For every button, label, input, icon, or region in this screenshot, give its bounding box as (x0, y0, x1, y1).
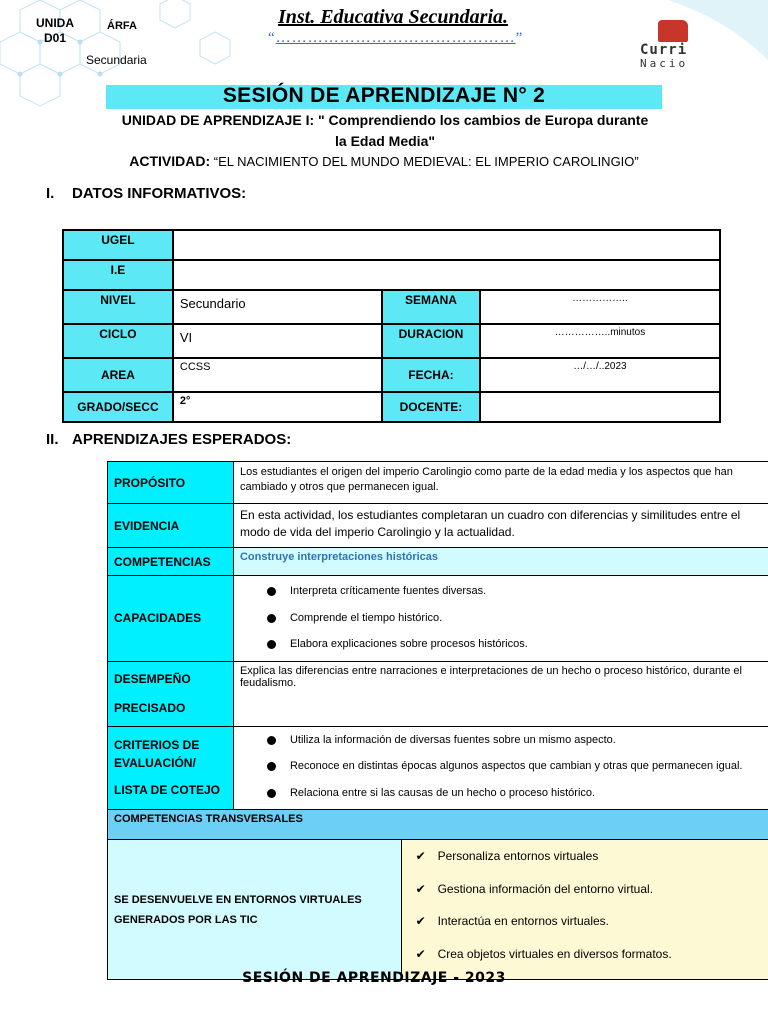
evidencia-label: EVIDENCIA (108, 504, 234, 548)
institution-name: Inst. Educativa Secundaria. (277, 6, 509, 28)
table-row (108, 726, 768, 810)
ciclo-label: CICLO (63, 324, 173, 358)
unit-label: UNIDA D01 (36, 16, 74, 45)
aprendizajes-table (107, 461, 768, 980)
area-label-cell: AREA (63, 358, 173, 392)
desempeno-label: DESEMPEÑO PRECISADO (108, 661, 234, 726)
capacidades-list-cell (233, 576, 768, 662)
table-row (63, 230, 720, 260)
table-row (108, 576, 768, 662)
ciclo-value: VI (173, 324, 382, 358)
duracion-label: DURACION (382, 324, 480, 358)
capacidades-label: CAPACIDADES (108, 576, 234, 662)
fecha-label: FECHA: (382, 358, 480, 392)
transversales-heading: COMPETENCIAS TRANSVERSALES (108, 810, 768, 840)
table-row (108, 462, 768, 504)
activity-title: ACTIVIDAD: “EL NACIMIENTO DEL MUNDO MEDIEVAL: EL IMPERIO CAROLINGIO” (129, 153, 639, 169)
area-value: CCSS (173, 358, 382, 392)
ie-label: I.E (63, 260, 173, 290)
proposito-label: PROPÓSITO (108, 462, 234, 504)
fecha-value: …/…/..2023 (480, 358, 720, 392)
table-row (63, 260, 720, 290)
datos-informativos-table (62, 229, 721, 423)
list-item: Relaciona entre si las causas de un hecho o proceso histórico. (290, 780, 768, 807)
proposito-text: Los estudiantes el origen del imperio Carolingio como parte de la edad media y los aspectos que han cambiado y otros que permanecen igual. (233, 462, 768, 504)
area-label: ÁRFA (107, 20, 137, 32)
list-item: Interpreta críticamente fuentes diversas. (290, 578, 768, 605)
transversal-capacidades-cell (401, 840, 768, 980)
nivel-value: Secundario (173, 290, 382, 324)
criterios-label: CRITERIOS DE EVALUACIÓN/ LISTA DE COTEJO (108, 726, 234, 810)
table-row (108, 504, 768, 548)
grado-value: 2° (173, 392, 382, 422)
criterios-list-cell (233, 726, 768, 810)
table-row (63, 392, 720, 422)
list-item: ✔ Gestiona información del entorno virtual. (438, 873, 768, 906)
transversal-competencia: SE DESENVUELVE EN ENTORNOS VIRTUALES GENERADOS POR LAS TIC (108, 840, 402, 980)
institution-placeholder: “………………………………………” (268, 30, 524, 46)
list-item: Utiliza la información de diversas fuentes sobre un mismo aspecto. (290, 727, 768, 754)
list-item: ✔ Interactúa en entornos virtuales. (438, 905, 768, 938)
ie-value[interactable] (173, 260, 720, 290)
table-row (108, 661, 768, 726)
ugel-label: UGEL (63, 230, 173, 260)
competencias-label: COMPETENCIAS (108, 548, 234, 576)
semana-value: …………….. (480, 290, 720, 324)
ugel-value[interactable] (173, 230, 720, 260)
list-item: Elabora explicaciones sobre procesos históricos. (290, 631, 768, 658)
unit-title: UNIDAD DE APRENDIZAJE I: " Comprendiendo los cambios de Europa durante la Edad Media" (121, 112, 649, 149)
nivel-label: NIVEL (63, 290, 173, 324)
capacidades-list (240, 578, 768, 658)
competencias-value: Construye interpretaciones históricas (233, 548, 768, 576)
list-item: Comprende el tiempo histórico. (290, 605, 768, 632)
table-row (108, 810, 768, 840)
list-item: ✔ Crea objetos virtuales en diversos formatos. (438, 938, 768, 971)
logo-emblem-icon (658, 20, 688, 42)
page-title: SESIÓN DE APRENDIZAJE N° 2 (222, 84, 546, 107)
list-item: Reconoce en distintas épocas algunos aspectos que cambian y otras que permanecen igual. (290, 753, 768, 780)
duracion-value: ……………..minutos (480, 324, 720, 358)
docente-value[interactable] (480, 392, 720, 422)
page-footer: SESIÓN DE APRENDIZAJE - 2023 (242, 970, 506, 986)
evidencia-text: En esta actividad, los estudiantes completaran un cuadro con diferencias y similitudes entre el modo de vida del imperio Carolingio y la actualidad. (233, 504, 768, 548)
grado-label: GRADO/SECC (63, 392, 173, 422)
section-heading-aprendizajes: II. APRENDIZAJES ESPERADOS: (46, 431, 292, 448)
desempeno-text: Explica las diferencias entre narraciones e interpretaciones de un hecho o proceso histórico, durante el feudalismo. (233, 661, 768, 726)
table-row (108, 840, 768, 980)
list-item: ✔ Personaliza entornos virtuales (438, 840, 768, 873)
table-row (63, 358, 720, 392)
semana-label: SEMANA (382, 290, 480, 324)
docente-label: DOCENTE: (382, 392, 480, 422)
table-row (63, 290, 720, 324)
level-label: Secundaria (86, 53, 147, 67)
table-row (63, 324, 720, 358)
table-row (108, 548, 768, 576)
section-heading-datos: I. DATOS INFORMATIVOS: (46, 185, 247, 202)
criterios-list (240, 727, 768, 807)
transversal-capacidades-list (408, 840, 768, 970)
